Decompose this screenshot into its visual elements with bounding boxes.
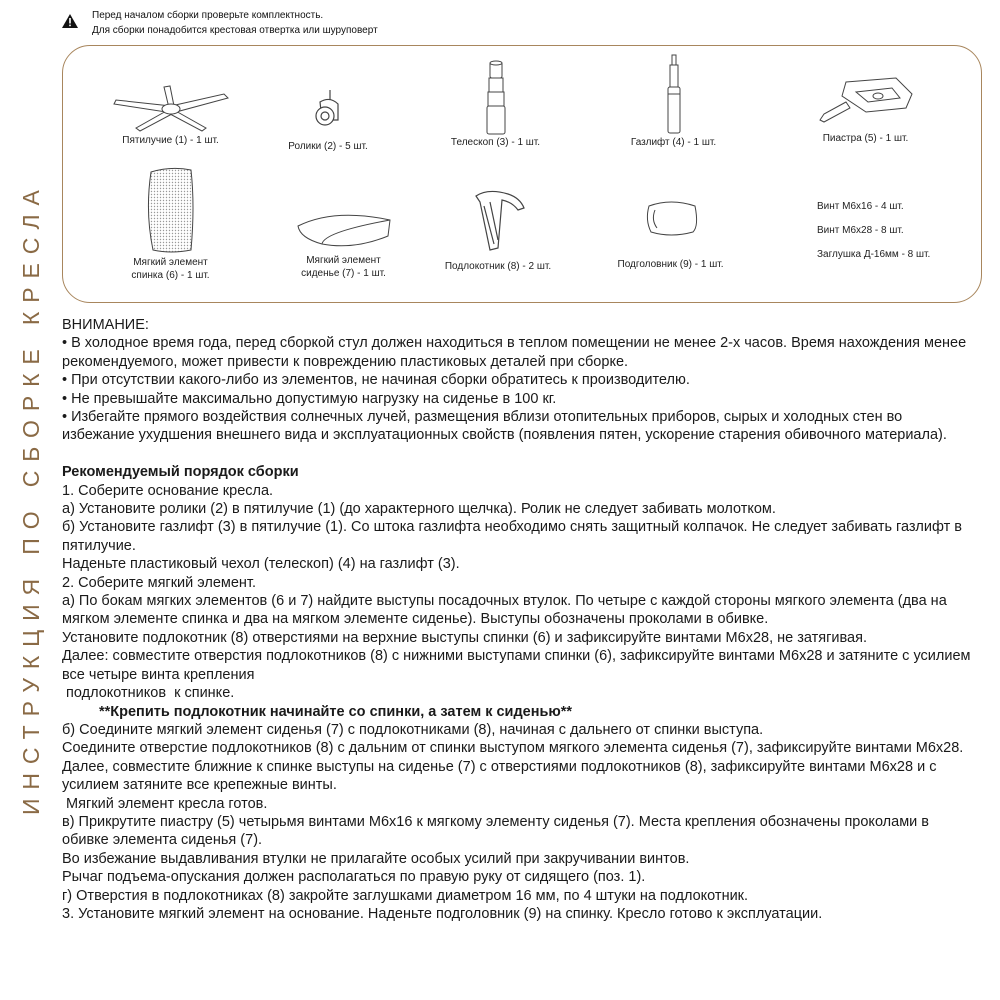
part-star-base xyxy=(103,84,238,147)
header-line-1: Перед началом сборки проверьте комплектность. xyxy=(92,10,324,21)
seat-cushion-icon xyxy=(294,206,394,254)
part-seat xyxy=(281,206,406,280)
part-label: Газлифт (4) - 1 шт. xyxy=(630,137,717,148)
assembly-line: Соедините отверстие подлокотников (8) с дальним от спинки выступом мягкого элемента сиденья (7), зафиксируйте винтами М6х28. Далее, совместите ближние к спинке выступы на сиденье (7) с отверстиями подлокотников (8), зафиксируйте винтами М6х28 и с усилием затяните все крепежные винты. xyxy=(62,740,964,794)
side-title xyxy=(17,0,45,1000)
assembly-line: г) Отверстия в подлокотниках (8) закройте заглушками диаметром 16 мм, по 4 штуки на подлокотник. xyxy=(62,887,749,904)
instructions-text xyxy=(62,316,977,923)
assembly-line: б) Соедините мягкий элемент сиденья (7) с подлокотниками (8), начиная с дальнего от спинки выступа. xyxy=(62,721,764,738)
attention-item: • Избегайте прямого воздействия солнечных лучей, размещения вблизи отопительных приборов, сырых и холодных стен во избежание ухудшения внешнего вида и эксплуатационных свойств (появления пятен, ускорение старения обивочного материала). xyxy=(62,409,947,444)
armrest-icon xyxy=(468,188,528,260)
attention-item: • Не превышайте максимально допустимую нагрузку на сиденье в 100 кг. xyxy=(62,390,557,407)
part-backrest xyxy=(113,166,228,282)
part-armrest xyxy=(433,188,563,273)
assembly-line: 1. Соберите основание кресла. xyxy=(62,482,274,499)
part-label: Подлокотник (8) - 2 шт. xyxy=(444,261,552,272)
star-base-icon xyxy=(106,84,236,134)
screw-item: Винт М6х28 - 8 шт. xyxy=(817,225,904,236)
assembly-line: Наденьте пластиковый чехол (телескоп) (4) на газлифт (3). xyxy=(62,556,460,573)
assembly-line: а) Установите ролики (2) в пятилучие (1) (до характерного щелчка). Ролик не следует забивать молотком. xyxy=(62,501,776,518)
assembly-line: Установите подлокотник (8) отверстиями на верхние выступы спинки (6) и зафиксируйте винтами М6х28, не затягивая. xyxy=(62,629,867,646)
parts-box xyxy=(62,45,982,303)
part-label: Телескоп (3) - 1 шт. xyxy=(450,137,541,148)
assembly-line: Далее: совместите отверстия подлокотников (8) с нижними выступами спинки (6), зафиксируйте винтами М6х28 и затяните с усилием все четыре винта крепления xyxy=(62,648,971,683)
mesh-backrest-icon xyxy=(141,166,201,256)
attention-item: • При отсутствии какого-либо из элементов, не начиная сборки обратитесь к производителю. xyxy=(62,372,690,389)
part-label: Пиастра (5) - 1 шт. xyxy=(822,133,909,144)
assembly-line: Во избежание выдавливания втулки не прилагайте особых усилий при закручивании винтов. xyxy=(62,850,690,867)
tilt-mechanism-icon xyxy=(816,74,916,132)
screws-list xyxy=(817,201,930,273)
assembly-title: Рекомендуемый порядок сборки xyxy=(62,464,299,481)
caster-icon xyxy=(308,86,348,134)
assembly-note: **Крепить подлокотник начинайте со спинки, а затем к сиденью** xyxy=(99,703,573,720)
gas-lift-icon xyxy=(659,54,689,136)
part-label: Подголовник (9) - 1 шт. xyxy=(617,259,724,270)
part-label: спинка (6) - 1 шт. xyxy=(131,270,210,281)
telescope-cover-icon xyxy=(481,60,511,136)
assembly-line: в) Прикрутите пиастру (5) четырьмя винтами М6х16 к мягкому элементу сиденья (7). Места крепления обозначены проколами в обивке элемента сиденья (7). xyxy=(62,813,930,849)
part-label: Мягкий элемент xyxy=(306,255,381,266)
part-label: сиденье (7) - 1 шт. xyxy=(301,268,386,279)
part-headrest xyxy=(608,196,733,271)
headrest-icon xyxy=(641,196,701,258)
screw-item: Заглушка Д-16мм - 8 шт. xyxy=(817,249,931,260)
part-label: Мягкий элемент xyxy=(133,257,208,268)
warning-icon xyxy=(62,14,78,28)
assembly-line: подлокотников к спинке. xyxy=(62,685,235,702)
side-title-text: ИНСТРУКЦИЯ ПО СБОРКЕ КРЕСЛА xyxy=(18,185,44,815)
part-tilt-mechanism xyxy=(803,74,928,145)
assembly-line: б) Установите газлифт (3) в пятилучие (1). Со штока газлифта необходимо снять защитный колпачок. Не следует забивать газлифт в пятилучие. xyxy=(62,519,962,554)
part-caster xyxy=(268,86,388,153)
part-label: Пятилучие (1) - 1 шт. xyxy=(122,135,219,146)
part-telescope xyxy=(433,60,558,149)
assembly-line: 2. Соберите мягкий элемент. xyxy=(62,574,256,591)
part-label: Ролики (2) - 5 шт. xyxy=(288,141,368,152)
header-line-2: Для сборки понадобится крестовая отвертка или шуруповерт xyxy=(92,25,378,36)
assembly-line: 3. Установите мягкий элемент на основание. Наденьте подголовник (9) на спинку. Кресло готово к эксплуатации. xyxy=(62,905,823,922)
attention-title: ВНИМАНИЕ: xyxy=(62,317,149,333)
assembly-line: а) По бокам мягких элементов (6 и 7) найдите выступы посадочных втулок. По четыре с каждой стороны мягкого элемента (два на мягком элементе спинка и два на мягком элементе сиденье). Выступы обозначены проколами в обивке. xyxy=(62,593,947,628)
assembly-line: Мягкий элемент кресла готов. xyxy=(62,795,268,812)
screw-item: Винт М6х16 - 4 шт. xyxy=(817,201,904,212)
part-gas-lift xyxy=(611,54,736,149)
assembly-line: Рычаг подъема-опускания должен располагаться по правую руку от сидящего (поз. 1). xyxy=(62,869,646,886)
attention-item: • В холодное время года, перед сборкой стул должен находиться в теплом помещении не менее 2-х часов. Время нахождения менее рекомендуемого, может привести к повреждению пластиковых деталей при сборке. xyxy=(62,335,967,370)
